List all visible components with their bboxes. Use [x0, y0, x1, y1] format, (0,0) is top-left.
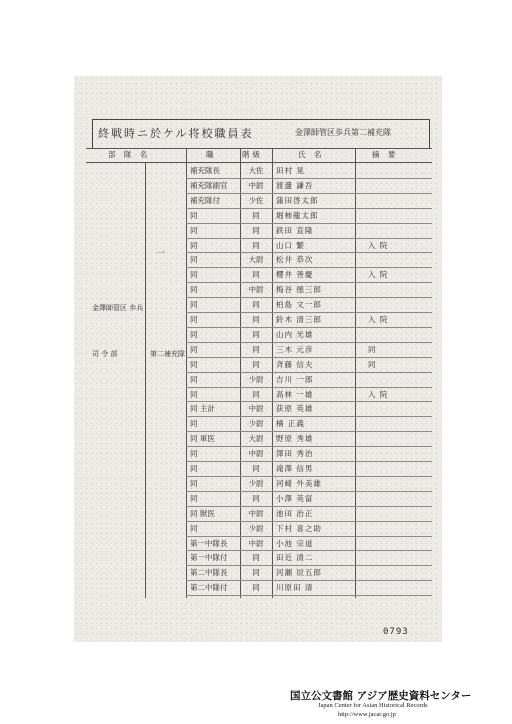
column-divider-dept	[145, 162, 146, 598]
dept-label-hq: 司 令 部	[92, 350, 118, 358]
officer-name: 斉藤 信夫	[276, 359, 314, 369]
officer-name: 鈴木 清三郎	[276, 315, 322, 324]
officer-remarks: 同	[368, 344, 377, 354]
officer-remarks: 入 院	[368, 389, 389, 399]
officer-remarks	[368, 194, 416, 207]
officer-role: 補充隊長	[190, 166, 220, 175]
officer-name: 楠 正義	[276, 419, 305, 429]
officer-name: 池田 治正	[276, 508, 314, 518]
officer-remarks	[368, 522, 416, 535]
officer-remarks	[368, 224, 416, 237]
column-divider-rank	[240, 148, 241, 598]
officer-role: 第一中隊長	[190, 538, 228, 548]
officer-name: 山口 繁	[276, 240, 305, 250]
officer-name: 小池 宗道	[276, 538, 314, 548]
officer-name: 堀柿龍太郎	[276, 210, 319, 220]
officer-role: 同	[190, 419, 198, 429]
officer-rank: 同	[252, 315, 260, 324]
officer-name: 柏島 文一郎	[276, 300, 322, 310]
officer-role: 同	[190, 225, 198, 235]
header-remarks: 摘 要	[372, 150, 399, 159]
officer-rank: 同	[252, 225, 260, 235]
officer-name: 滝澤 信男	[276, 464, 314, 473]
officer-remarks	[368, 328, 416, 341]
officer-role: 同	[190, 374, 198, 384]
officer-rank: 同	[252, 270, 260, 280]
officer-name: 田近 清二	[276, 553, 314, 563]
officer-rank: 同	[252, 389, 260, 399]
officer-rank: 同	[252, 359, 260, 369]
officer-rank: 同	[252, 300, 260, 310]
officer-name: 櫻井 善慶	[276, 270, 314, 280]
officer-remarks	[368, 373, 416, 386]
archive-name-jp: 国立公文書館 アジア歴史資料センター	[290, 690, 472, 702]
officer-name: 田村 晃	[276, 166, 305, 175]
officer-remarks	[368, 462, 416, 475]
document-title: 終戦時ニ於ケル将校職員表	[98, 127, 254, 140]
officer-role: 補充隊付	[190, 195, 220, 205]
header-name: 氏 名	[298, 150, 325, 159]
officer-rank: 同	[252, 240, 260, 250]
officer-remarks	[368, 164, 416, 177]
officer-remarks: 入 院	[368, 240, 389, 250]
officer-remarks	[368, 507, 416, 520]
officer-name: 河瀬 辰五郎	[276, 568, 322, 578]
officer-name: 川原田 清	[276, 583, 314, 593]
officer-remarks	[368, 253, 416, 266]
officer-rank: 少尉	[248, 419, 264, 429]
officer-rank: 中尉	[248, 404, 264, 414]
officer-remarks	[368, 402, 416, 415]
officer-rank: 少尉	[248, 374, 264, 384]
officer-rank: 中尉	[248, 508, 264, 518]
officer-rank: 同	[252, 464, 260, 473]
officer-name: 梅谷 徳三郎	[276, 285, 322, 295]
officer-role: 同	[190, 329, 198, 339]
officer-role: 同	[190, 210, 198, 220]
officer-role: 同	[190, 493, 198, 503]
officer-remarks	[368, 566, 416, 579]
officer-role: 同	[190, 270, 198, 280]
officer-remarks	[368, 283, 416, 296]
archive-url[interactable]: http://www.jacar.go.jp	[338, 711, 396, 718]
officer-role: 同 獣医	[190, 508, 215, 518]
officer-remarks	[368, 179, 416, 192]
officer-remarks	[368, 298, 416, 311]
officer-name: 渡邊 謙吾	[276, 180, 314, 190]
officer-role: 同	[190, 389, 198, 399]
officer-name: 野原 秀雄	[276, 434, 314, 444]
officer-role: 同	[190, 300, 198, 310]
officer-role: 同 軍医	[190, 434, 215, 444]
header-role: 職	[206, 150, 217, 159]
officer-name: 蒲田啓太郎	[276, 195, 319, 205]
column-divider-name	[272, 148, 273, 598]
officer-rank: 少尉	[248, 523, 264, 533]
dept-label-division: 金澤師管区 歩兵	[92, 304, 144, 312]
officer-remarks: 入 院	[368, 315, 389, 324]
column-divider-role	[186, 148, 187, 598]
officer-remarks	[368, 417, 416, 430]
officer-role: 同 主計	[190, 404, 215, 414]
officer-name: 高林 一雄	[276, 389, 314, 399]
officer-rank: 大佐	[248, 166, 264, 175]
officer-role: 第二中隊長	[190, 568, 228, 578]
officer-name: 三木 元彦	[276, 344, 314, 354]
officer-rank: 少尉	[248, 478, 264, 488]
officer-name: 山内 光雄	[276, 329, 314, 339]
officer-role: 同	[190, 255, 198, 265]
officer-remarks	[368, 447, 416, 460]
officer-rank: 中尉	[248, 180, 264, 190]
officer-rank: 大尉	[248, 434, 264, 444]
header-rank: 階級	[242, 150, 263, 159]
page-number: 0793	[383, 627, 409, 637]
officer-remarks	[368, 477, 416, 490]
officer-rank: 同	[252, 329, 260, 339]
dept-mark: 一	[156, 249, 166, 259]
officer-rank: 中尉	[248, 449, 264, 459]
column-divider-remarks	[355, 148, 356, 598]
officer-remarks	[368, 537, 416, 550]
officer-role: 同	[190, 240, 198, 250]
officer-rank: 同	[252, 568, 260, 578]
officer-role: 同	[190, 464, 198, 473]
officer-name: 澤田 秀治	[276, 449, 314, 459]
officer-remarks: 入 院	[368, 270, 389, 280]
officer-rank: 同	[252, 553, 260, 563]
header-dept: 部 隊 名	[108, 150, 151, 159]
officer-rank: 少佐	[248, 195, 264, 205]
archive-name-en: Japan Center for Asian Historical Records	[318, 702, 428, 709]
officer-role: 同	[190, 285, 198, 295]
officer-rank: 大尉	[248, 255, 264, 265]
officer-name: 河崎 外美雄	[276, 478, 322, 488]
officer-rank: 中尉	[248, 538, 264, 548]
officer-name: 下村 喜之助	[276, 523, 322, 533]
officer-role: 同	[190, 315, 198, 324]
officer-remarks	[368, 209, 416, 222]
officer-rank: 同	[252, 210, 260, 220]
officer-name: 小澤 英富	[276, 493, 314, 503]
officer-remarks	[368, 551, 416, 564]
officer-role: 同	[190, 344, 198, 354]
officer-remarks	[368, 492, 416, 505]
officer-role: 第一中隊付	[190, 553, 228, 563]
officer-role: 第二中隊付	[190, 583, 228, 593]
officer-role: 補充隊副官	[190, 180, 228, 190]
officer-rank: 同	[252, 583, 260, 593]
officer-role: 同	[190, 478, 198, 488]
officer-rank: 同	[252, 344, 260, 354]
officer-name: 鉄田 直隆	[276, 225, 314, 235]
officer-role: 同	[190, 523, 198, 533]
row-divider	[186, 595, 432, 596]
officer-name: 荻原 英雄	[276, 404, 314, 414]
officer-rank: 同	[252, 493, 260, 503]
officer-name: 吉川 一郎	[276, 374, 314, 384]
officer-role: 同	[190, 449, 198, 459]
officer-name: 松井 恭次	[276, 255, 314, 265]
header-bottom-line	[86, 162, 432, 163]
officer-rank: 中尉	[248, 285, 264, 295]
officer-remarks	[368, 581, 416, 594]
officer-role: 同	[190, 359, 198, 369]
officer-remarks: 同	[368, 359, 377, 369]
officer-remarks	[368, 432, 416, 445]
dept-label-unit: 第二補充隊	[150, 350, 185, 358]
unit-name: 金澤師管区歩兵第二補充隊	[295, 128, 391, 137]
